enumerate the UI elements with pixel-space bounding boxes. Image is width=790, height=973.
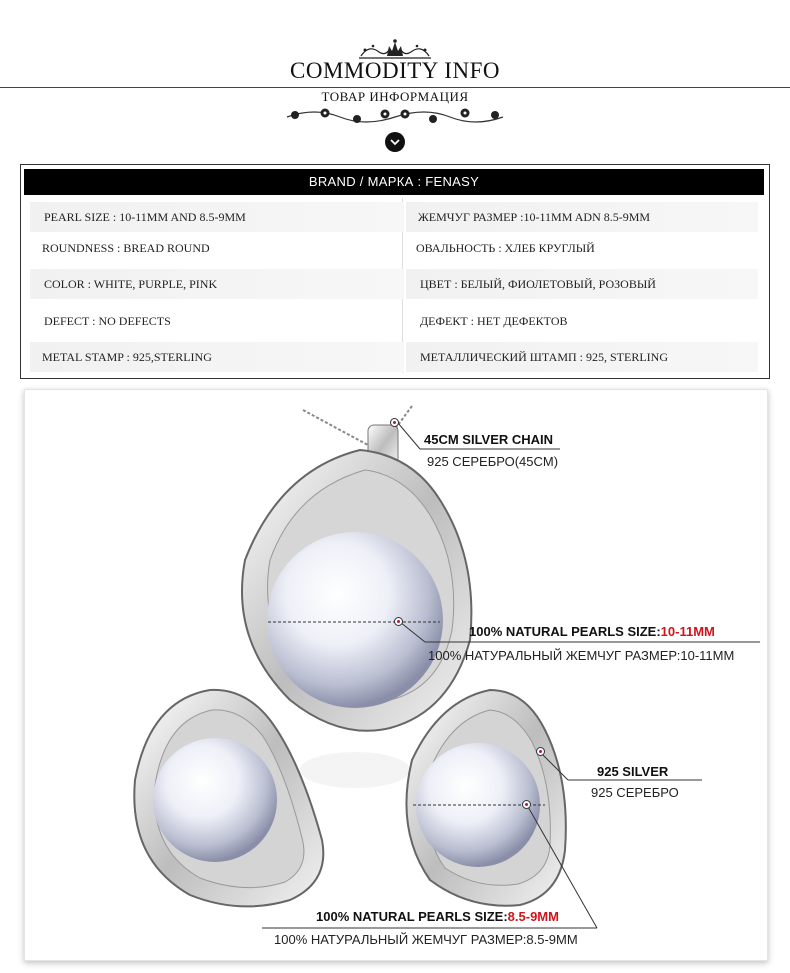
- earring-size-value: 8.5-9MM: [507, 909, 559, 924]
- silver-label-en: 925 SILVER: [597, 764, 669, 779]
- spec-row: [24, 269, 764, 299]
- brand-bar: BRAND / МАРКА : FENASY: [24, 169, 764, 195]
- pearl-size-value: 10-11MM: [660, 624, 715, 639]
- page-title: COMMODITY INFO: [290, 58, 500, 83]
- silver-pointer-dot: [536, 747, 545, 756]
- spec-ru: ЖЕМЧУГ РАЗМЕР :10-11MM ADN 8.5-9MM: [406, 202, 758, 232]
- spec-en: METAL STAMP : 925,STERLING: [30, 342, 404, 372]
- product-photo: [25, 390, 765, 958]
- spec-ru: ДЕФЕКТ : НЕТ ДЕФЕКТОВ: [420, 313, 568, 328]
- page-subtitle: ТОВАР ИНФОРМАЦИЯ: [321, 89, 469, 104]
- spec-en: PEARL SIZE : 10-11MM AND 8.5-9MM: [30, 202, 404, 232]
- spec-row: [24, 233, 764, 263]
- spec-row: [24, 342, 764, 372]
- earring-pearl-pointer-dot: [522, 800, 531, 809]
- pendant-pearl-size-label: [469, 624, 715, 639]
- pendant-pearl-size-ru: 100% НАТУРАЛЬНЫЙ ЖЕМЧУГ РАЗМЕР:10-11MM: [428, 648, 735, 663]
- spec-en: COLOR : WHITE, PURPLE, PINK: [30, 269, 404, 299]
- spec-ru: МЕТАЛЛИЧЕСКИЙ ШТАМП : 925, STERLING: [406, 342, 758, 372]
- spec-en: ROUNDNESS : BREAD ROUND: [42, 240, 210, 255]
- chain-label-en: 45CM SILVER CHAIN: [424, 432, 554, 447]
- earring-size-prefix: 100% NATURAL PEARLS SIZE:: [316, 909, 508, 924]
- spec-en: DEFECT : NO DEFECTS: [44, 313, 171, 328]
- earring-pearl-size-label: [316, 909, 559, 924]
- earring-pearl-size-ru: 100% НАТУРАЛЬНЫЙ ЖЕМЧУГ РАЗМЕР:8.5-9MM: [274, 932, 578, 947]
- vine-ornament-icon: [285, 105, 505, 129]
- silver-label-ru: 925 СЕРЕБРО: [591, 785, 679, 800]
- chain-label-ru: 925 СЕРЕБРО(45CM): [427, 454, 559, 469]
- spec-row: [24, 306, 764, 336]
- header-divider: [0, 87, 790, 88]
- pearl-pointer-dot: [394, 617, 403, 626]
- spec-ru: ЦВЕТ : БЕЛЫЙ, ФИОЛЕТОВЫЙ, РОЗОВЫЙ: [406, 269, 758, 299]
- chevron-down-icon: [385, 132, 405, 152]
- chain-pointer-dot: [390, 418, 399, 427]
- pearl-size-prefix: 100% NATURAL PEARLS SIZE:: [469, 624, 661, 639]
- spec-ru: ОВАЛЬНОСТЬ : ХЛЕБ КРУГЛЫЙ: [416, 240, 595, 255]
- spec-row: [24, 202, 764, 232]
